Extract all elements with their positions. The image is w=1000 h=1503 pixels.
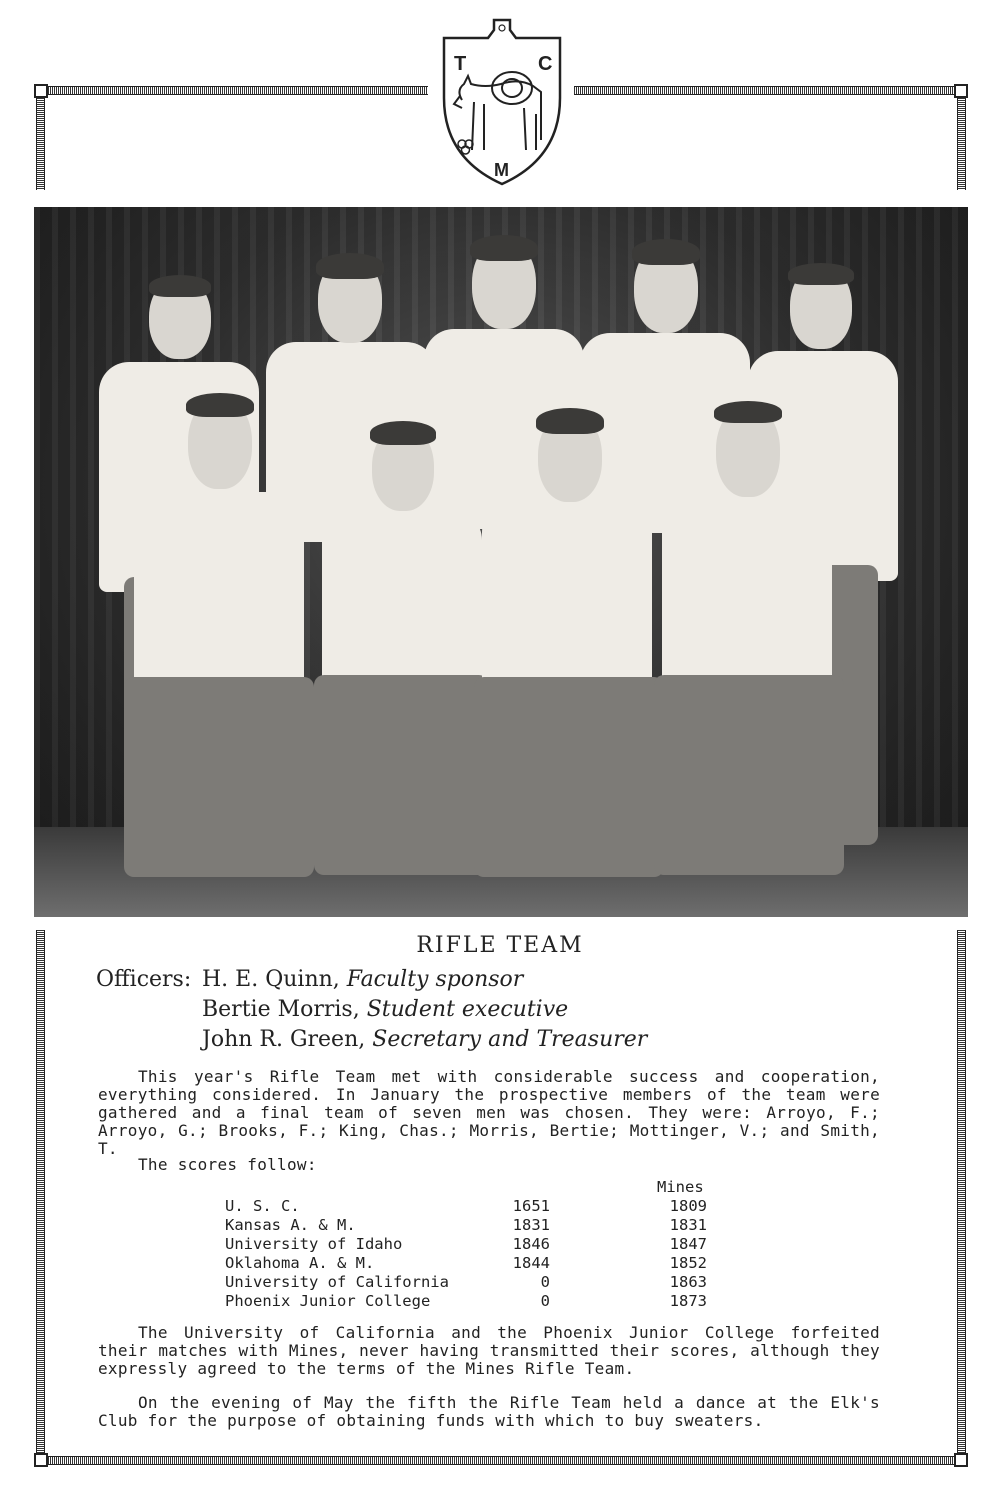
opponent-team: Kansas A. & M. xyxy=(225,1216,356,1234)
mines-score: 1863 xyxy=(669,1273,707,1291)
crest-letter-c: C xyxy=(538,53,553,75)
top-rule-left-vertical xyxy=(36,86,45,190)
table-row xyxy=(225,1197,725,1216)
opponent-score: 0 xyxy=(540,1292,550,1310)
officer-row xyxy=(202,965,523,995)
team-member-front-4 xyxy=(654,405,844,895)
officer-role: Student executive xyxy=(366,997,569,1022)
team-member-front-1 xyxy=(124,397,314,897)
opponent-score: 1831 xyxy=(512,1216,550,1234)
table-row xyxy=(225,1216,725,1235)
scores-lead-paragraph: The scores follow: xyxy=(138,1155,317,1174)
officer-name: H. E. Quinn, xyxy=(202,967,340,992)
dance-paragraph: On the evening of May the fifth the Rifle Team held a dance at the Elk's Club for the purpose of obtaining funds with which to buy sweaters. xyxy=(98,1393,880,1430)
officer-name: Bertie Morris, xyxy=(202,997,360,1022)
tcm-crest-icon xyxy=(432,18,572,188)
crest-letter-m: M xyxy=(494,160,509,180)
table-row xyxy=(225,1292,725,1311)
top-rule-right-vertical xyxy=(957,86,966,190)
bottom-frame-right xyxy=(957,930,966,1465)
mines-score: 1873 xyxy=(669,1292,707,1310)
bottom-frame-rule xyxy=(36,1456,966,1465)
intro-paragraph: This year's Rifle Team met with considerable success and cooperation, everything considered. In January the prospective members of the team were gathered and a final team of seven men was chosen. They were: Arroyo, F.; Arroyo, G.; Brooks, F.; King, Chas.; Morris, Bertie; Mottinger, V.; and Smith, T. xyxy=(98,1067,880,1158)
team-member-front-2 xyxy=(314,425,489,895)
table-row xyxy=(225,1235,725,1254)
officer-role: Secretary and Treasurer xyxy=(372,1027,648,1052)
officer-role: Faculty sponsor xyxy=(346,967,524,992)
mines-score: 1831 xyxy=(669,1216,707,1234)
mines-score: 1852 xyxy=(669,1254,707,1272)
team-member-front-3 xyxy=(474,412,664,892)
officer-row xyxy=(202,995,568,1025)
opponent-team: Oklahoma A. & M. xyxy=(225,1254,375,1272)
opponent-score: 1844 xyxy=(512,1254,550,1272)
forfeit-paragraph: The University of California and the Phoenix Junior College forfeited their matches with Mines, never having transmitted their scores, although they expressly agreed to the terms of the Mines Rifle Team. xyxy=(98,1323,880,1378)
bottom-right-corner-ornament xyxy=(954,1453,968,1467)
mines-score: 1809 xyxy=(669,1197,707,1215)
officers-label: Officers: xyxy=(96,967,192,992)
crest-letter-t: T xyxy=(454,53,467,75)
opponent-team: U. S. C. xyxy=(225,1197,300,1215)
rifle-team-group-photo xyxy=(34,207,968,917)
bottom-left-corner-ornament xyxy=(34,1453,48,1467)
mines-column-header: Mines xyxy=(657,1178,704,1196)
table-row xyxy=(225,1273,725,1292)
officer-row xyxy=(202,1025,647,1055)
opponent-team: University of Idaho xyxy=(225,1235,403,1253)
page-title: RIFLE TEAM xyxy=(416,933,584,958)
opponent-team: Phoenix Junior College xyxy=(225,1292,431,1310)
top-rule-left xyxy=(36,86,428,95)
bottom-frame-left xyxy=(36,930,45,1465)
opponent-team: University of California xyxy=(225,1273,449,1291)
table-row xyxy=(225,1254,725,1273)
opponent-score: 1846 xyxy=(512,1235,550,1253)
officer-name: John R. Green, xyxy=(202,1027,366,1052)
top-rule-right xyxy=(574,86,966,95)
opponent-score: 0 xyxy=(540,1273,550,1291)
top-left-corner-ornament xyxy=(34,84,48,98)
top-right-corner-ornament xyxy=(954,84,968,98)
opponent-score: 1651 xyxy=(512,1197,550,1215)
mines-score: 1847 xyxy=(669,1235,707,1253)
